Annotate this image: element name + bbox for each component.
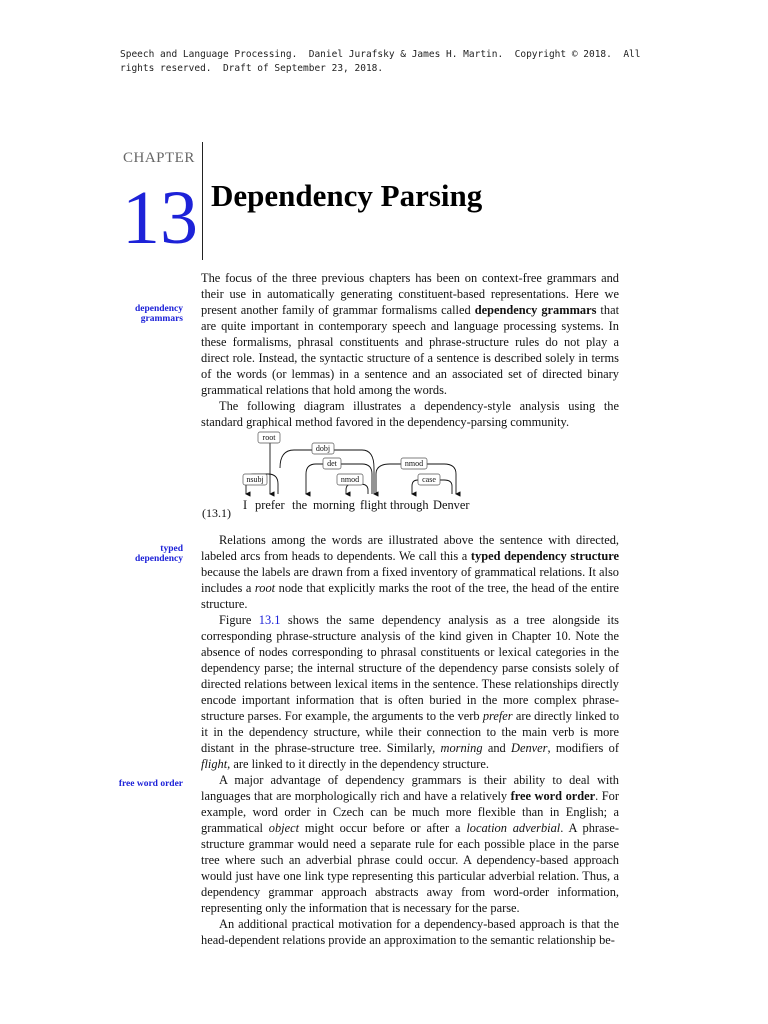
- paragraph-1: [201, 270, 619, 398]
- term-root: root: [254, 581, 276, 595]
- term-dependency-grammars: dependency grammars: [474, 303, 597, 317]
- word-denver: Denver: [433, 498, 470, 512]
- margin-note-line: typed: [160, 544, 183, 554]
- paragraph-5: [201, 772, 619, 916]
- term-typed-dependency: typed dependency structure: [470, 549, 619, 563]
- dependency-diagram-svg: [200, 428, 620, 528]
- margin-note-line: free word order: [118, 779, 183, 789]
- text-run: shows the same dependency analysis as a tree alongside its corresponding phrase-structure analysis of the kind given in Chapter 10. Note the absence of nodes corresponding to phrasal constituents or lexical categories in the dependency parse; the internal structure of the dependency parse consists solely of directed relations between lexical items in the sentence. These relationships directly encode important information that is often buried in the more complex phrase-structure parses. For example, the arguments to the verb: [201, 613, 619, 723]
- header-line-2: rights reserved. Draft of September 23, 2018.: [120, 63, 384, 74]
- figure-link[interactable]: 13.1: [258, 613, 281, 627]
- term-location-adverbial: location adverbial: [466, 821, 561, 835]
- text-run: , are linked to it directly in the dependency structure.: [227, 757, 490, 771]
- word-i: I: [243, 498, 248, 512]
- dependency-diagram: [200, 428, 620, 528]
- paragraph-6: An additional practical motivation for a dependency-based approach is that the head-dependent relations provide an approximation to the semantic relationship be-: [201, 917, 619, 947]
- word-flight: flight: [360, 498, 387, 512]
- margin-note-line: grammars: [140, 314, 183, 324]
- text-run: Relations among the words are illustrated above the sentence with directed, labeled arcs from heads to dependents. We call this a: [201, 533, 619, 563]
- text-run: Figure: [219, 613, 259, 627]
- margin-note-line: dependency: [134, 304, 183, 314]
- label-nsubj: nsubj: [246, 475, 264, 484]
- example-number: (13.1): [202, 506, 231, 520]
- paragraph-2: The following diagram illustrates a dependency-style analysis using the standard graphical method favored in the dependency-parsing community.: [201, 399, 619, 429]
- body-text: [201, 270, 619, 948]
- text-run: . For example, word order in Czech can be much more flexible than in English; a grammatical: [201, 789, 619, 835]
- word-the: the: [292, 498, 308, 512]
- word-through: through: [390, 498, 429, 512]
- term-flight: flight: [201, 757, 228, 771]
- label-nmod-denver: nmod: [404, 459, 424, 468]
- running-header: [120, 48, 640, 76]
- header-line-1: Speech and Language Processing. Daniel Jurafsky & James H. Martin. Copyright © 2018. All: [120, 49, 641, 60]
- text-run: and: [482, 741, 512, 755]
- chapter-number: 13: [122, 176, 198, 260]
- word-morning: morning: [313, 498, 355, 512]
- chapter-divider: [202, 142, 203, 260]
- word-prefer: prefer: [255, 498, 285, 512]
- term-denver: Denver: [511, 741, 548, 755]
- chapter-label: CHAPTER: [123, 150, 195, 166]
- text-run: . A phrase-structure grammar would need a separate rule for each possible place in the parse tree where such an adverbial phrase could occur. A dependency-based approach would just have one link type representing this particular adverbial relation. Thus, a dependency grammar approach abstracts away from word-order information, representing only the information that is necessary for the parse.: [201, 821, 620, 915]
- label-case: case: [422, 475, 436, 484]
- arc-nmod-morning: [346, 484, 368, 494]
- label-det: det: [327, 459, 337, 468]
- term-morning: morning: [440, 741, 483, 755]
- text-run: might occur before or after a: [299, 821, 467, 835]
- text-run: The focus of the three previous chapters has been on context-free grammars and their use in automatically generating constituent-based representations. Here we present another family of grammar formalisms called: [201, 271, 619, 317]
- label-nmod-morning: nmod: [340, 475, 360, 484]
- margin-note-free-word-order: [103, 779, 183, 789]
- text-run: are directly linked to it in the dependency structure, while their connection to the main verb is more distant in the phrase-structure tree. Similarly,: [201, 709, 620, 755]
- text-run: A major advantage of dependency grammars is their ability to deal with languages that are morphologically rich and have a relatively: [201, 773, 619, 803]
- chapter-title: Dependency Parsing: [211, 178, 483, 213]
- paragraph-3: [201, 532, 619, 612]
- text-run: that are quite important in contemporary speech and language processing systems. In these formalisms, phrasal constituents and phrase-structure rules do not play a direct role. Instead, the syntactic structure of a sentence is described solely in terms of the words (or lemmas) in a sentence and an associated set of directed binary grammatical relations that hold among the words.: [201, 303, 620, 397]
- paragraph-4: [201, 612, 619, 772]
- term-free-word-order: free word order: [510, 789, 596, 803]
- margin-note-dependency-grammars: [103, 304, 183, 324]
- text-run: , modifiers of: [547, 741, 619, 755]
- margin-note-typed-dependency: [103, 544, 183, 564]
- term-object: object: [268, 821, 300, 835]
- label-root: root: [262, 433, 276, 442]
- text-run: because the labels are drawn from a fixed inventory of grammatical relations. It also includes a: [201, 565, 619, 595]
- text-run: node that explicitly marks the root of the tree, the head of the entire structure.: [201, 581, 619, 611]
- label-dobj: dobj: [315, 444, 331, 453]
- margin-note-line: dependency: [134, 554, 183, 564]
- term-prefer: prefer: [482, 709, 513, 723]
- arc-dobj: [280, 450, 374, 494]
